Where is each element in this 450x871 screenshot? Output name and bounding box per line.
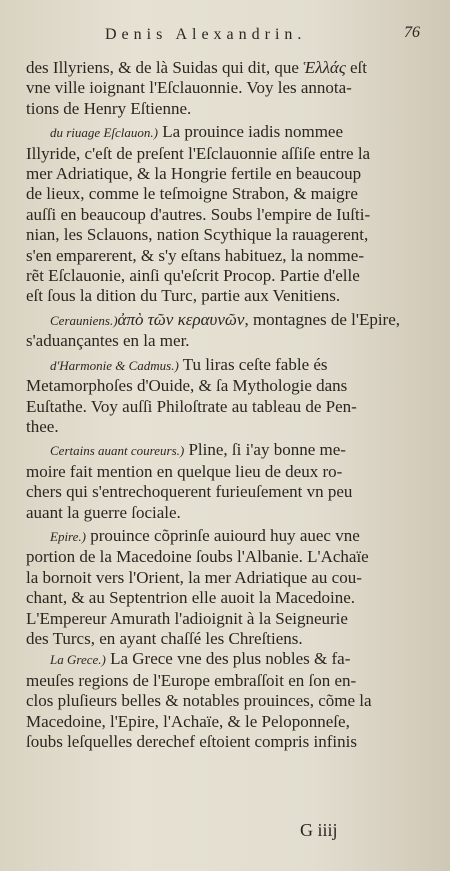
text-line: portion de la Macedoine ſoubs l'Albanie. L'Achaïe bbox=[26, 547, 369, 567]
text-line: tions de Henry Eſtienne. bbox=[26, 98, 192, 118]
lemma: Cerauniens.) bbox=[50, 312, 118, 328]
text-line: moire fait mention en quelque lieu de deux ro- bbox=[26, 461, 343, 481]
text-line: chant, & au Septentrion elle auoit la Macedoine. bbox=[26, 588, 356, 608]
lemma: d'Harmonie & Cadmus.) bbox=[50, 357, 179, 373]
text-line: ſoubs leſquelles derechef eſtoient compris infinis bbox=[26, 732, 357, 751]
text-line: s'en emparerent, & s'y eſtans habituez, la nomme- bbox=[26, 245, 364, 265]
text-line: la bornoit vers l'Orient, la mer Adriatique au cou- bbox=[26, 567, 362, 587]
text-line: Illyride, c'eſt de preſent l'Eſclauonnie aſſiſe entre la bbox=[26, 143, 371, 163]
text-line: eſt ſous la dition du Turc, partie aux Venitiens. bbox=[26, 286, 341, 306]
paragraph-auant-coureurs bbox=[26, 440, 421, 523]
paragraph-0 bbox=[26, 58, 421, 119]
signature-mark: G iiij bbox=[300, 820, 338, 840]
text-line: Certains auant coureurs.) Pline, ſi i'ay bonne me- bbox=[26, 440, 421, 461]
text-line: de lieux, comme le teſmoigne Strabon, & maigre bbox=[26, 184, 358, 204]
paragraph-cerauniens bbox=[26, 310, 421, 352]
text-line: meuſes regions de l'Europe embraſſoit en ſon en- bbox=[26, 670, 357, 690]
page-header bbox=[105, 26, 420, 50]
lemma: du riuage Eſclauon.) bbox=[50, 125, 158, 141]
text-line: thee. bbox=[26, 416, 59, 436]
paragraph-esclavonie bbox=[26, 122, 421, 307]
lemma: La Grece.) bbox=[50, 652, 106, 668]
greek-word: Ἑλλάς bbox=[303, 58, 346, 77]
text-line: Euſtathe. Voy auſſi Philoſtrate au tableau de Pen- bbox=[26, 396, 357, 416]
paragraph-grece bbox=[26, 649, 421, 752]
page-text bbox=[26, 58, 421, 752]
text-line: La Grece.) La Grece vne des plus nobles & fa- bbox=[26, 649, 421, 670]
text-line: Cerauniens.)ἀπὸ τῶν κεραυνῶν, montagnes de l'Epire, bbox=[26, 310, 421, 331]
text-line: s'aduançantes en la mer. bbox=[26, 331, 190, 351]
text-line: chers qui s'entrechoquerent furieuſement vn peu bbox=[26, 482, 353, 502]
text-line: Macedoine, l'Epire, l'Achaïe, & le Peloponneſe, bbox=[26, 711, 350, 731]
text-line: auſſi en beaucoup d'autres. Soubs l'empire de Iuſti- bbox=[26, 204, 371, 224]
text-line: rẽt Eſclauonie, ainſi qu'eſcrit Procop. Partie d'elle bbox=[26, 266, 360, 286]
text-line: L'Empereur Amurath l'adioignit à la Seigneurie bbox=[26, 608, 348, 628]
text-line: d'Harmonie & Cadmus.) Tu liras ceſte fable és bbox=[26, 355, 421, 376]
text-line: des Turcs, en ayant chaſſé les Chreſtiens. bbox=[26, 628, 303, 648]
text-line: nian, les Sclauons, nation Scythique la rauagerent, bbox=[26, 225, 369, 245]
text-line: vne ville ioignant l'Eſclauonnie. Voy les annota- bbox=[26, 78, 352, 98]
lemma: Epire.) bbox=[50, 528, 86, 544]
greek-phrase: ἀπὸ τῶν κεραυνῶν bbox=[117, 309, 245, 329]
text-line: Epire.) prouince cõprinſe auiourd huy auec vne bbox=[26, 526, 421, 547]
running-head: Denis Alexandrin. bbox=[105, 26, 307, 43]
text-line: clos pluſieurs belles & notables prouinces, cõme la bbox=[26, 691, 372, 711]
lemma: Certains auant coureurs.) bbox=[50, 443, 185, 459]
text-line: des Illyriens, & de là Suidas qui dit, que Ἑλλάς eſt bbox=[26, 58, 367, 77]
paragraph-epire bbox=[26, 526, 421, 649]
text-line: Metamorphoſes d'Ouide, & ſa Mythologie dans bbox=[26, 376, 348, 396]
paragraph-harmonie bbox=[26, 355, 421, 438]
text-line: mer Adriatique, & la Hongrie fertile en beaucoup bbox=[26, 164, 362, 184]
text-line: du riuage Eſclauon.) La prouince iadis nommee bbox=[26, 122, 421, 143]
text-line: auant la guerre ſociale. bbox=[26, 502, 181, 522]
page-number: 76 bbox=[404, 24, 420, 41]
